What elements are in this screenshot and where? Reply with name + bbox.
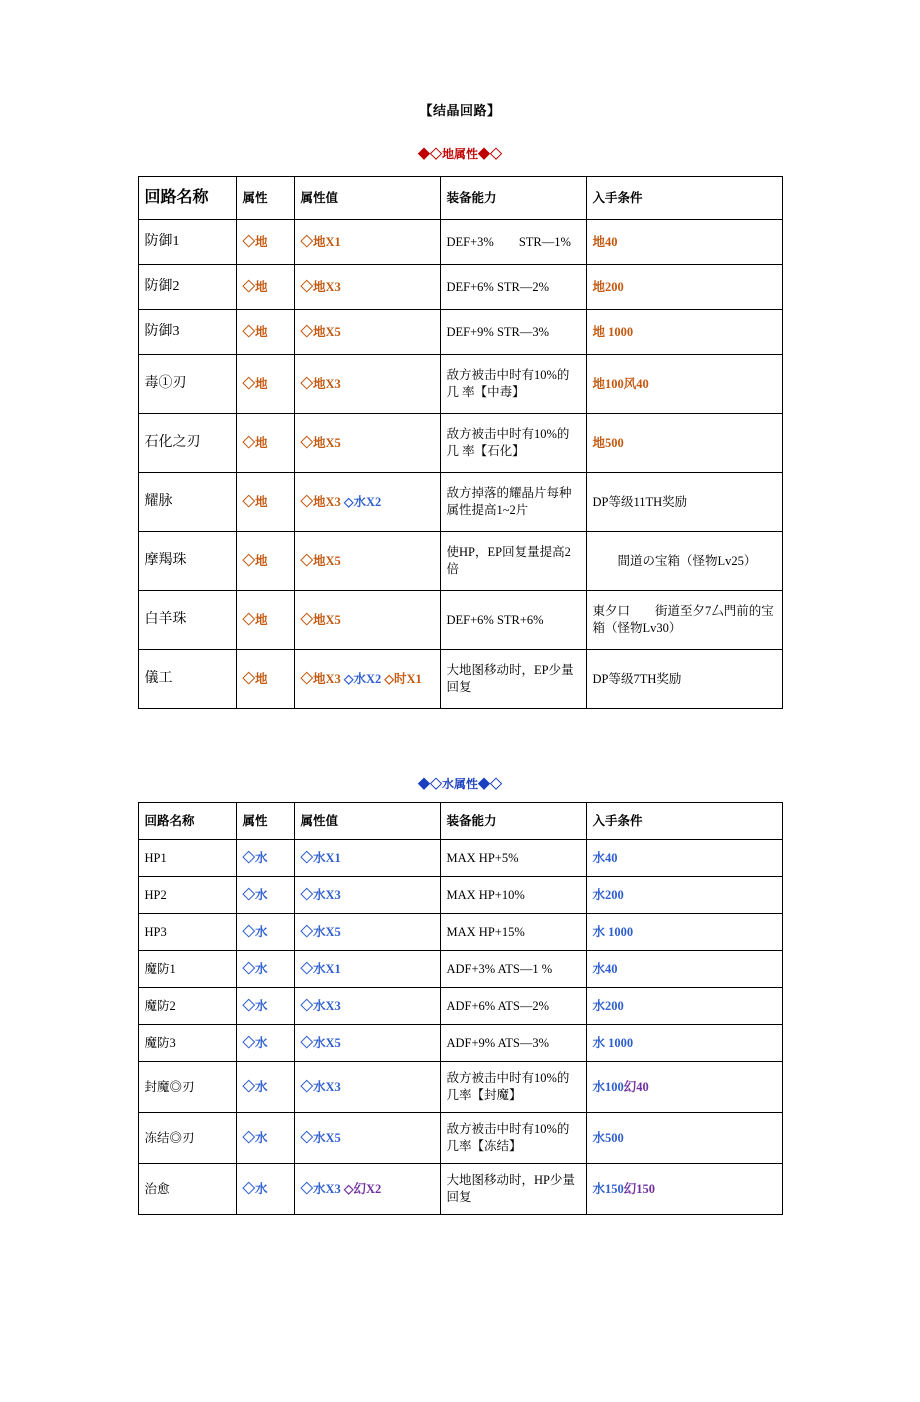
column-header-name: 回路名称 (138, 177, 236, 220)
cell-equip-ability: 敌方被击中时有10%的几率【冻结】 (440, 1113, 586, 1164)
cell-acquisition-condition (586, 1113, 782, 1164)
column-header-acquisition: 入手条件 (586, 803, 782, 840)
acquisition-token: 地500 (592, 435, 624, 450)
cell-circuit-name: 防御3 (138, 310, 236, 355)
table-row (138, 988, 782, 1025)
acquisition-token: 水200 (592, 887, 624, 902)
cell-acquisition-condition (586, 877, 782, 914)
cell-attribute-values (294, 650, 440, 709)
cell-equip-ability: ADF+3% ATS—1 % (440, 951, 586, 988)
cell-acquisition-condition (586, 355, 782, 414)
attribute-value-token: ◇水X5 (300, 924, 341, 939)
cell-circuit-name: 治愈 (138, 1164, 236, 1215)
attribute-value-token: ◇地X5 (300, 324, 341, 339)
cell-acquisition-condition (586, 914, 782, 951)
earth-circuits-table (138, 176, 783, 709)
table-row (138, 591, 782, 650)
attribute-value-token: ◇水X2 (343, 671, 382, 686)
table-row (138, 414, 782, 473)
cell-equip-ability: DEF+3% STR—1% (440, 220, 586, 265)
cell-attribute-values (294, 414, 440, 473)
acquisition-token: 幻40 (623, 1079, 649, 1094)
cell-attribute: ◇地 (236, 650, 294, 709)
acquisition-token: 間道の宝箱（怪物Lv25） (592, 553, 757, 568)
cell-circuit-name: 魔防1 (138, 951, 236, 988)
cell-attribute-values (294, 840, 440, 877)
water-circuits-table (138, 802, 783, 1215)
cell-attribute-values (294, 265, 440, 310)
table-row (138, 265, 782, 310)
cell-circuit-name: 防御2 (138, 265, 236, 310)
cell-attribute-values (294, 1113, 440, 1164)
cell-attribute: ◇水 (236, 840, 294, 877)
attribute-value-token: ◇地X1 (300, 234, 341, 249)
cell-attribute: ◇地 (236, 414, 294, 473)
column-header-attribute: 属性 (236, 177, 294, 220)
cell-equip-ability: ADF+6% ATS—2% (440, 988, 586, 1025)
column-header-attribute: 属性 (236, 803, 294, 840)
attribute-value-token: ◇水X3 (300, 998, 341, 1013)
cell-acquisition-condition (586, 591, 782, 650)
cell-acquisition-condition (586, 650, 782, 709)
cell-acquisition-condition (586, 840, 782, 877)
cell-equip-ability: DEF+9% STR—3% (440, 310, 586, 355)
cell-circuit-name: 封魔◎刃 (138, 1062, 236, 1113)
acquisition-token: DP等级7TH奖励 (592, 671, 682, 686)
table-row (138, 1164, 782, 1215)
acquisition-token: 水40 (592, 850, 618, 865)
cell-circuit-name: 防御1 (138, 220, 236, 265)
attribute-value-token: ◇地X3 (300, 494, 341, 509)
cell-attribute: ◇地 (236, 473, 294, 532)
attribute-value-token: ◇时X1 (384, 671, 422, 686)
table-row (138, 951, 782, 988)
cell-attribute-values (294, 532, 440, 591)
attribute-value-token: ◇地X5 (300, 553, 341, 568)
acquisition-token: 地100 (592, 376, 624, 391)
acquisition-token: DP等级11TH奖励 (592, 494, 688, 509)
cell-circuit-name: HP3 (138, 914, 236, 951)
attribute-value-token: ◇地X3 (300, 376, 341, 391)
cell-acquisition-condition (586, 951, 782, 988)
cell-acquisition-condition (586, 532, 782, 591)
cell-circuit-name: 冻结◎刃 (138, 1113, 236, 1164)
column-header-name: 回路名称 (138, 803, 236, 840)
table-row (138, 914, 782, 951)
column-header-attribute-value: 属性值 (294, 803, 440, 840)
cell-attribute: ◇地 (236, 265, 294, 310)
attribute-value-token: ◇水X5 (300, 1130, 341, 1145)
cell-attribute-values (294, 310, 440, 355)
water-section-heading: ◆◇水属性◆◇ (417, 777, 502, 791)
cell-attribute: ◇水 (236, 988, 294, 1025)
attribute-value-token: ◇水X1 (300, 961, 341, 976)
acquisition-token: 水100 (592, 1079, 624, 1094)
acquisition-token: 水40 (592, 961, 618, 976)
acquisition-token: 地 1000 (592, 324, 634, 339)
cell-equip-ability: ADF+9% ATS—3% (440, 1025, 586, 1062)
acquisition-token: 幻150 (623, 1181, 656, 1196)
document-title: 【结晶回路】 (419, 103, 501, 118)
attribute-value-token: ◇地X5 (300, 435, 341, 450)
table-row (138, 220, 782, 265)
cell-acquisition-condition (586, 414, 782, 473)
acquisition-token: 地200 (592, 279, 624, 294)
column-header-equip-ability: 装备能力 (440, 177, 586, 220)
cell-equip-ability: 敌方被击中时有10%的几率【封魔】 (440, 1062, 586, 1113)
attribute-value-token: ◇水X3 (300, 1181, 341, 1196)
table-row (138, 532, 782, 591)
cell-circuit-name: 石化之刃 (138, 414, 236, 473)
cell-equip-ability: DEF+6% STR+6% (440, 591, 586, 650)
table-row (138, 1113, 782, 1164)
table-row (138, 650, 782, 709)
acquisition-token: 水 1000 (592, 1035, 634, 1050)
cell-equip-ability: MAX HP+5% (440, 840, 586, 877)
cell-attribute: ◇地 (236, 310, 294, 355)
table-header-row (138, 803, 782, 840)
cell-attribute: ◇水 (236, 1113, 294, 1164)
earth-section-heading: ◆◇地属性◆◇ (417, 147, 502, 161)
cell-acquisition-condition (586, 310, 782, 355)
attribute-value-token: ◇水X1 (300, 850, 341, 865)
table-row (138, 1062, 782, 1113)
cell-circuit-name: 儀工 (138, 650, 236, 709)
cell-equip-ability: DEF+6% STR—2% (440, 265, 586, 310)
cell-attribute-values (294, 1062, 440, 1113)
acquisition-token: 水500 (592, 1130, 624, 1145)
cell-equip-ability: 敌方被击中时有10%的几 率【中毒】 (440, 355, 586, 414)
table-header-row (138, 177, 782, 220)
cell-attribute-values (294, 877, 440, 914)
cell-equip-ability: 敌方掉落的耀晶片每种属性提高1~2片 (440, 473, 586, 532)
attribute-value-token: ◇水X5 (300, 1035, 341, 1050)
attribute-value-token: ◇水X3 (300, 1079, 341, 1094)
cell-attribute: ◇地 (236, 532, 294, 591)
acquisition-token: 风40 (623, 376, 649, 391)
attribute-value-token: ◇幻X2 (343, 1181, 382, 1196)
cell-attribute-values (294, 914, 440, 951)
cell-equip-ability: 大地图移动时，HP少量回复 (440, 1164, 586, 1215)
column-header-equip-ability: 装备能力 (440, 803, 586, 840)
cell-attribute-values (294, 220, 440, 265)
cell-equip-ability: 大地图移动时，EP少量回复 (440, 650, 586, 709)
column-header-acquisition: 入手条件 (586, 177, 782, 220)
table-row (138, 840, 782, 877)
attribute-value-token: ◇水X2 (343, 494, 382, 509)
attribute-value-token: ◇地X3 (300, 671, 341, 686)
cell-attribute-values (294, 591, 440, 650)
cell-circuit-name: 白羊珠 (138, 591, 236, 650)
cell-attribute-values (294, 473, 440, 532)
cell-equip-ability: MAX HP+10% (440, 877, 586, 914)
cell-equip-ability: MAX HP+15% (440, 914, 586, 951)
cell-circuit-name: 毒①刃 (138, 355, 236, 414)
cell-acquisition-condition (586, 265, 782, 310)
cell-equip-ability: 使HP，EP回复量提高2倍 (440, 532, 586, 591)
column-header-attribute-value: 属性值 (294, 177, 440, 220)
cell-acquisition-condition (586, 1062, 782, 1113)
table-row (138, 355, 782, 414)
table-row (138, 473, 782, 532)
cell-attribute: ◇水 (236, 1164, 294, 1215)
cell-circuit-name: 耀脉 (138, 473, 236, 532)
cell-circuit-name: 魔防3 (138, 1025, 236, 1062)
cell-acquisition-condition (586, 473, 782, 532)
attribute-value-token: ◇地X3 (300, 279, 341, 294)
cell-circuit-name: 摩羯珠 (138, 532, 236, 591)
cell-acquisition-condition (586, 220, 782, 265)
acquisition-token: 地40 (592, 234, 618, 249)
cell-acquisition-condition (586, 1025, 782, 1062)
cell-attribute-values (294, 951, 440, 988)
table-row (138, 877, 782, 914)
cell-attribute: ◇地 (236, 591, 294, 650)
cell-attribute: ◇地 (236, 355, 294, 414)
attribute-value-token: ◇地X5 (300, 612, 341, 627)
cell-attribute: ◇水 (236, 951, 294, 988)
cell-equip-ability: 敌方被击中时有10%的几 率【石化】 (440, 414, 586, 473)
cell-acquisition-condition (586, 1164, 782, 1215)
acquisition-token: 東夕口 街道至夕7厶門前的宝箱（怪物Lv30） (592, 604, 774, 635)
section-spacer (0, 709, 920, 749)
cell-acquisition-condition (586, 988, 782, 1025)
cell-circuit-name: HP1 (138, 840, 236, 877)
cell-circuit-name: HP2 (138, 877, 236, 914)
cell-attribute: ◇水 (236, 1062, 294, 1113)
table-row (138, 1025, 782, 1062)
acquisition-token: 水200 (592, 998, 624, 1013)
cell-attribute: ◇地 (236, 220, 294, 265)
cell-attribute-values (294, 988, 440, 1025)
acquisition-token: 水 1000 (592, 924, 634, 939)
cell-attribute: ◇水 (236, 1025, 294, 1062)
cell-attribute-values (294, 1164, 440, 1215)
acquisition-token: 水150 (592, 1181, 624, 1196)
table-row (138, 310, 782, 355)
cell-attribute-values (294, 355, 440, 414)
cell-attribute: ◇水 (236, 877, 294, 914)
document-page (0, 100, 920, 1402)
cell-circuit-name: 魔防2 (138, 988, 236, 1025)
cell-attribute: ◇水 (236, 914, 294, 951)
cell-attribute-values (294, 1025, 440, 1062)
attribute-value-token: ◇水X3 (300, 887, 341, 902)
